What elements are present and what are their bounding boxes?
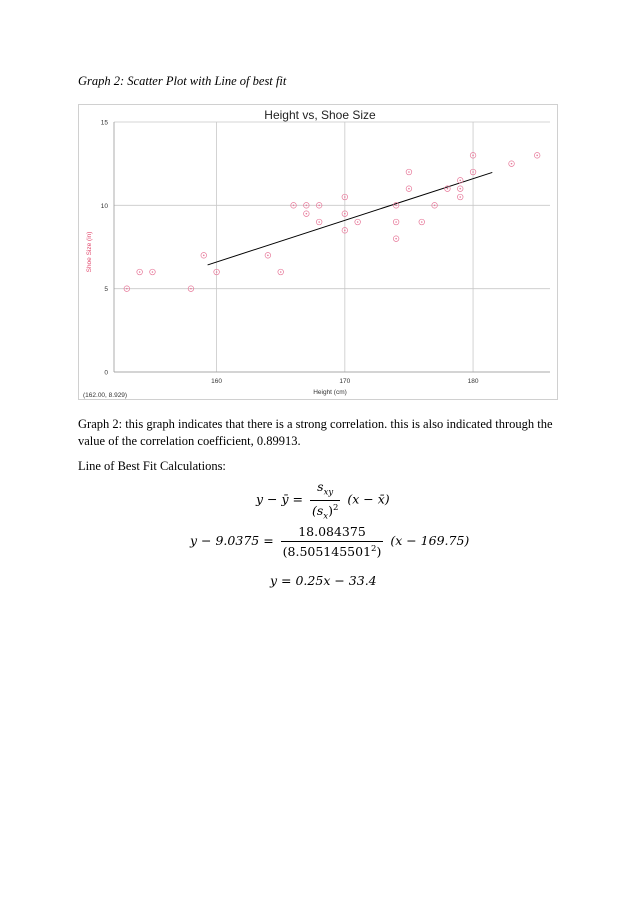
data-point-dot	[306, 213, 308, 215]
eq1-denominator	[310, 501, 340, 522]
data-point-dot	[216, 271, 218, 273]
scatter-chart	[78, 104, 558, 400]
data-point-dot	[293, 205, 295, 207]
eq2-den-value: (8.505145501	[282, 544, 372, 560]
data-point-dot	[511, 163, 513, 165]
y-tick-label-5: 5	[104, 286, 108, 294]
y-tick-label-15: 15	[100, 119, 108, 127]
calculations-heading: Line of Best Fit Calculations:	[78, 459, 226, 473]
eq2-den-close: )	[376, 544, 382, 560]
data-point-dot	[357, 221, 359, 223]
eq2-fraction	[281, 524, 384, 559]
data-point-dot	[459, 188, 461, 190]
data-point-dot	[536, 155, 538, 157]
data-point-dot	[344, 213, 346, 215]
eq2-den-sup: 2	[371, 544, 377, 554]
eq1-equals: =	[288, 491, 307, 507]
data-point-dot	[306, 205, 308, 207]
x-axis-label: Height (cm)	[313, 389, 347, 396]
data-point-dot	[190, 288, 192, 290]
data-point-dot	[280, 271, 282, 273]
y-tick-label-0: 0	[104, 369, 108, 377]
eq1-num-sub: xy	[323, 487, 334, 498]
chart-title: Height vs, Shoe Size	[264, 108, 376, 122]
data-point-dot	[203, 255, 205, 257]
data-point-dot	[395, 221, 397, 223]
data-point-dot	[344, 230, 346, 232]
data-point-dot	[421, 221, 423, 223]
coordinate-readout: (162.00, 8.929)	[83, 392, 128, 399]
eq1-den-sup: 2	[332, 502, 339, 513]
graph-caption: Graph 2: Scatter Plot with Line of best fit	[78, 74, 287, 88]
eq2-denominator	[281, 542, 384, 559]
eq1-numerator	[310, 479, 340, 501]
data-point-dot	[318, 221, 320, 223]
eq1-ybar: ȳ	[281, 491, 289, 507]
data-point-dot	[472, 171, 474, 173]
y-tick-label-10: 10	[100, 202, 108, 210]
eq2-lhs: y − 9.0375 =	[190, 533, 278, 549]
eq1-num-s: s	[317, 479, 324, 494]
analysis-paragraph: Graph 2: this graph indicates that there is a strong correlation. this is also indicated through the value of the correlation coefficient, 0.89913.	[78, 417, 553, 448]
data-point-dot	[344, 196, 346, 198]
x-tick-label-180: 180	[467, 378, 479, 385]
scatter-chart-svg	[78, 104, 558, 400]
eq1-minus: −	[263, 491, 282, 507]
data-point-dot	[267, 255, 269, 257]
data-point-dot	[139, 271, 141, 273]
data-point-dot	[459, 180, 461, 182]
data-point-dot	[434, 205, 436, 207]
y-axis-label: Shoe Size (in)	[86, 231, 93, 273]
eq1-rhs: (x − x̄)	[347, 491, 390, 507]
x-tick-label-160: 160	[211, 378, 223, 385]
data-point-dot	[318, 205, 320, 207]
eq1-y: y	[256, 491, 264, 507]
data-point-dot	[408, 188, 410, 190]
data-point-dot	[152, 271, 154, 273]
data-point-dot	[472, 155, 474, 157]
data-point-dot	[408, 171, 410, 173]
equation-point-slope-general	[256, 479, 390, 521]
eq1-den-close: )	[328, 502, 333, 518]
data-point-dot	[459, 196, 461, 198]
eq2-rhs: (x − 169.75)	[390, 533, 470, 549]
x-tick-label-170: 170	[339, 378, 351, 385]
eq2-numerator: 18.084375	[281, 524, 384, 542]
chart-frame	[79, 105, 558, 400]
data-point-dot	[126, 288, 128, 290]
equation-slope-intercept: y = 0.25x − 33.4	[270, 573, 377, 588]
data-point-dot	[395, 238, 397, 240]
data-point-dot	[395, 205, 397, 207]
equation-point-slope-values	[190, 524, 469, 559]
eq1-den-sub: x	[323, 511, 329, 522]
data-point-dot	[447, 188, 449, 190]
eq1-den-open: (s	[311, 502, 324, 518]
eq1-fraction	[310, 479, 340, 521]
